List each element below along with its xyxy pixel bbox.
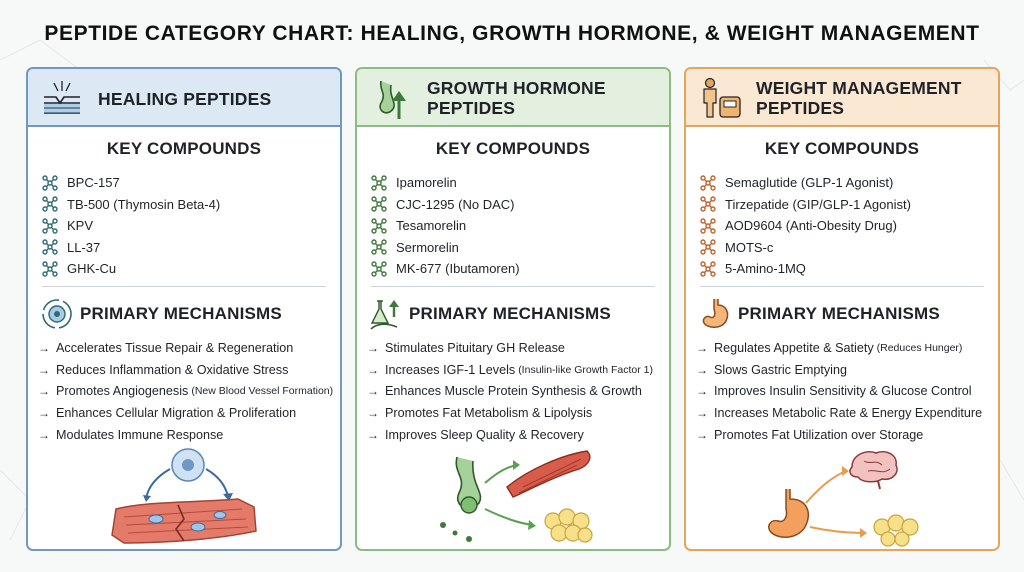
panel-header [686,69,998,127]
list-item [371,194,520,216]
key-compounds-title: KEY COMPOUNDS [106,139,262,158]
compound-name: GHK-Cu [67,261,117,277]
mechanisms-title: PRIMARY MECHANISMS [409,304,611,323]
arrow-right-icon: → [696,362,708,377]
list-item [700,172,911,194]
molecule-icon [700,239,716,255]
mechanisms-title: PRIMARY MECHANISMS [80,304,282,323]
list-item [700,237,911,259]
arrow-right-icon: → [696,406,708,421]
list-item [696,424,985,446]
list-item [700,258,911,280]
list-item [367,337,653,359]
compound-name: LL-37 [67,239,101,255]
arrow-right-icon: → [38,428,50,443]
mechanisms-header [357,295,669,331]
molecule-icon [42,196,58,212]
compound-list [42,172,220,280]
panel-title-line: WEIGHT MANAGEMENT [756,78,962,98]
page-title: PEPTIDE CATEGORY CHART: HEALING, GROWTH HORMONE, & WEIGHT MANAGEMENT [44,22,980,45]
molecule-icon [42,239,58,255]
list-item [38,424,333,446]
arrow-right-icon: → [367,428,379,443]
divider [700,286,984,287]
arrow-right-icon: → [38,406,50,421]
arrow-right-icon: → [38,384,50,399]
arrow-right-icon: → [367,340,379,355]
molecule-icon [371,261,387,277]
mechanism-note: (Reduces Hunger) [876,341,963,354]
pituitary-muscle-fat-illustration [357,447,669,547]
compound-name: Sermorelin [396,239,459,255]
molecule-icon [42,218,58,234]
mechanism-list [367,337,653,446]
list-item [42,172,220,194]
list-item [371,172,520,194]
arrow-right-icon: → [696,340,708,355]
arrow-right-icon: → [38,362,50,377]
mechanism-text: Promotes Angiogenesis [56,384,189,399]
list-item [700,215,911,237]
list-item [371,215,520,237]
flask-growth-icon [369,297,403,331]
divider [42,286,326,287]
panel-weight [684,67,1000,551]
list-item [42,215,220,237]
panel-title-line: PEPTIDES [427,98,516,118]
mechanism-list [696,337,985,446]
compound-name: Tirzepatide (GIP/GLP-1 Agonist) [725,196,911,212]
arrow-right-icon: → [367,406,379,421]
arrow-right-icon: → [38,340,50,355]
skin-repair-icon [38,75,86,121]
mechanism-text: Increases IGF-1 Levels [385,362,516,377]
panel-growth [355,67,671,551]
list-item [38,381,333,403]
compound-name: KPV [67,218,94,234]
molecule-icon [371,175,387,191]
list-item [42,194,220,216]
panel-title: HEALING PEPTIDES [98,89,272,109]
list-item [367,359,653,381]
mechanism-list [38,337,333,446]
compound-name: TB-500 (Thymosin Beta-4) [67,196,221,212]
pituitary-growth-icon [367,75,415,121]
compound-name: 5-Amino-1MQ [725,261,806,277]
panel-title [756,78,990,118]
list-item [42,237,220,259]
list-item [367,381,653,403]
compound-name: Ipamorelin [396,175,457,191]
mechanism-text: Reduces Inflammation & Oxidative Stress [56,362,289,377]
mechanism-text: Promotes Fat Metabolism & Lipolysis [385,406,593,421]
stomach-icon [698,297,732,331]
mechanism-text: Regulates Appetite & Satiety [714,340,874,355]
mechanism-text: Improves Insulin Sensitivity & Glucose Control [714,384,972,399]
divider [371,286,655,287]
arrow-right-icon: → [367,384,379,399]
arrow-right-icon: → [696,384,708,399]
mechanism-text: Slows Gastric Emptying [714,362,847,377]
arrow-right-icon: → [696,428,708,443]
molecule-icon [700,218,716,234]
list-item [38,359,333,381]
mechanism-text: Enhances Muscle Protein Synthesis & Growth [385,384,642,399]
mechanism-text: Accelerates Tissue Repair & Regeneration [56,340,294,355]
molecule-icon [700,175,716,191]
list-item [696,337,985,359]
mechanism-note: (New Blood Vessel Formation) [191,385,334,398]
molecule-icon [42,175,58,191]
list-item [696,402,985,424]
molecule-icon [42,261,58,277]
mechanisms-title: PRIMARY MECHANISMS [738,304,940,323]
molecule-icon [700,261,716,277]
key-compounds-title: KEY COMPOUNDS [435,139,591,158]
mechanism-text: Increases Metabolic Rate & Energy Expenditure [714,406,983,421]
panel-healing [26,67,342,551]
list-item [696,359,985,381]
cell-cycle-icon [40,297,74,331]
stomach-brain-fat-illustration [686,447,998,547]
tissue-repair-illustration [28,447,340,547]
mechanism-text: Promotes Fat Utilization over Storage [714,428,924,443]
compound-name: Tesamorelin [396,218,467,234]
mechanism-note: (Insulin-like Growth Factor 1) [518,363,653,376]
list-item [42,258,220,280]
compound-name: CJC-1295 (No DAC) [396,196,515,212]
list-item [371,237,520,259]
list-item [38,337,333,359]
molecule-icon [371,218,387,234]
mechanisms-header [686,295,998,331]
list-item [371,258,520,280]
compound-name: MOTS-c [725,239,774,255]
compound-name: BPC-157 [67,175,120,191]
mechanism-text: Enhances Cellular Migration & Proliferation [56,406,297,421]
panel-title-line: GROWTH HORMONE [427,78,606,98]
molecule-icon [371,196,387,212]
list-item [700,194,911,216]
compound-list [371,172,520,280]
mechanism-text: Modulates Immune Response [56,428,224,443]
compound-name: MK-677 (Ibutamoren) [396,261,520,277]
mechanism-text: Stimulates Pituitary GH Release [385,340,565,355]
mechanisms-header [28,295,340,331]
compound-name: Semaglutide (GLP-1 Agonist) [725,175,894,191]
panel-header [357,69,669,127]
list-item [367,402,653,424]
molecule-icon [700,196,716,212]
compound-name: AOD9604 (Anti-Obesity Drug) [725,218,897,234]
list-item [38,402,333,424]
mechanism-text: Improves Sleep Quality & Recovery [385,428,584,443]
person-scale-icon [696,75,744,121]
panel-title-line: PEPTIDES [756,98,845,118]
compound-list [700,172,911,280]
arrow-right-icon: → [367,362,379,377]
key-compounds-title: KEY COMPOUNDS [764,139,920,158]
list-item [696,381,985,403]
molecule-icon [371,239,387,255]
list-item [367,424,653,446]
panel-header [28,69,340,127]
panel-title [427,78,661,118]
